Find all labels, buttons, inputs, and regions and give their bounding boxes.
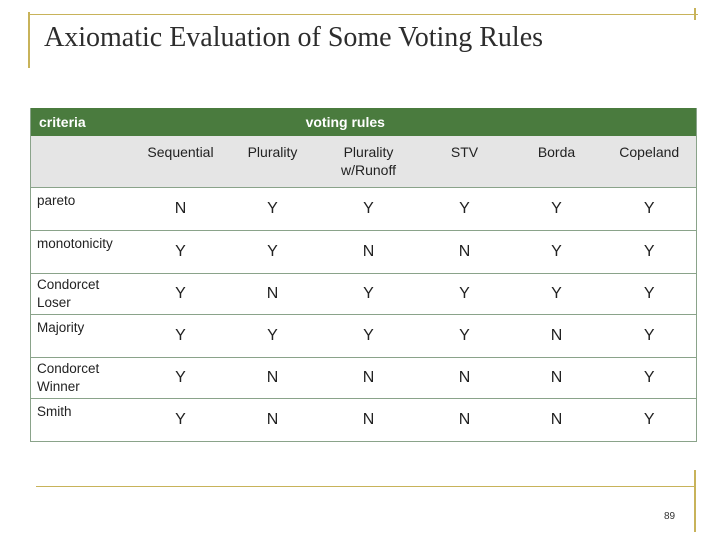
footer-rule-top	[36, 486, 696, 487]
table-cell: N	[419, 231, 511, 274]
table-cell: Y	[603, 188, 697, 231]
table-cell: N	[135, 188, 227, 231]
table-cell: N	[227, 274, 319, 315]
criterion-name: Smith	[31, 399, 135, 442]
header-band	[31, 108, 697, 136]
footer-rule-right	[694, 470, 696, 532]
table-cell: Y	[227, 188, 319, 231]
column-header-blank	[31, 136, 135, 188]
column-header-row	[31, 136, 697, 188]
table-cell: Y	[603, 231, 697, 274]
table-cell: N	[227, 358, 319, 399]
table-cell: Y	[319, 188, 419, 231]
title-rule-left	[28, 12, 30, 68]
column-header-plurality: Plurality	[227, 136, 319, 188]
table-cell: Y	[135, 274, 227, 315]
table-row	[31, 358, 697, 399]
table-cell: Y	[603, 399, 697, 442]
table-cell: Y	[135, 358, 227, 399]
table-cell: Y	[511, 274, 603, 315]
table-cell: Y	[419, 274, 511, 315]
criterion-name: Majority	[31, 315, 135, 358]
table-cell: Y	[135, 231, 227, 274]
table-cell: Y	[511, 231, 603, 274]
page-number: 89	[664, 511, 676, 522]
criterion-name: pareto	[31, 188, 135, 231]
criterion-name: Condorcet Loser	[31, 274, 135, 315]
voting-rules-table	[30, 108, 697, 442]
table-cell: N	[227, 399, 319, 442]
table-row	[31, 274, 697, 315]
table-cell: Y	[603, 358, 697, 399]
title-rule-top	[28, 14, 698, 15]
table-cell: Y	[419, 315, 511, 358]
table-row	[31, 399, 697, 442]
column-header-plurality-runoff: Plurality w/Runoff	[319, 136, 419, 188]
column-header-copeland: Copeland	[603, 136, 697, 188]
table-cell: N	[319, 358, 419, 399]
table-row	[31, 315, 697, 358]
table-row	[31, 231, 697, 274]
table-cell: Y	[603, 274, 697, 315]
table-cell: N	[419, 399, 511, 442]
criterion-name: monotonicity	[31, 231, 135, 274]
table-cell: Y	[319, 274, 419, 315]
table-cell: Y	[419, 188, 511, 231]
table-cell: Y	[135, 315, 227, 358]
table-cell: Y	[319, 315, 419, 358]
table-cell: Y	[603, 315, 697, 358]
criteria-header: criteria	[31, 108, 135, 136]
table-cell: N	[319, 399, 419, 442]
table-cell: Y	[227, 315, 319, 358]
table-cell: N	[319, 231, 419, 274]
table-cell: Y	[227, 231, 319, 274]
table-cell: Y	[135, 399, 227, 442]
table-cell: N	[511, 358, 603, 399]
slide-title: Axiomatic Evaluation of Some Voting Rules	[44, 22, 544, 53]
title-rule-right	[694, 8, 696, 20]
column-header-borda: Borda	[511, 136, 603, 188]
table-cell: N	[511, 315, 603, 358]
column-header-sequential: Sequential	[135, 136, 227, 188]
table-cell: Y	[511, 188, 603, 231]
voting-rules-header: voting rules	[135, 108, 697, 136]
table-cell: N	[511, 399, 603, 442]
table-row	[31, 188, 697, 231]
criterion-name: Condorcet Winner	[31, 358, 135, 399]
column-header-stv: STV	[419, 136, 511, 188]
table-cell: N	[419, 358, 511, 399]
